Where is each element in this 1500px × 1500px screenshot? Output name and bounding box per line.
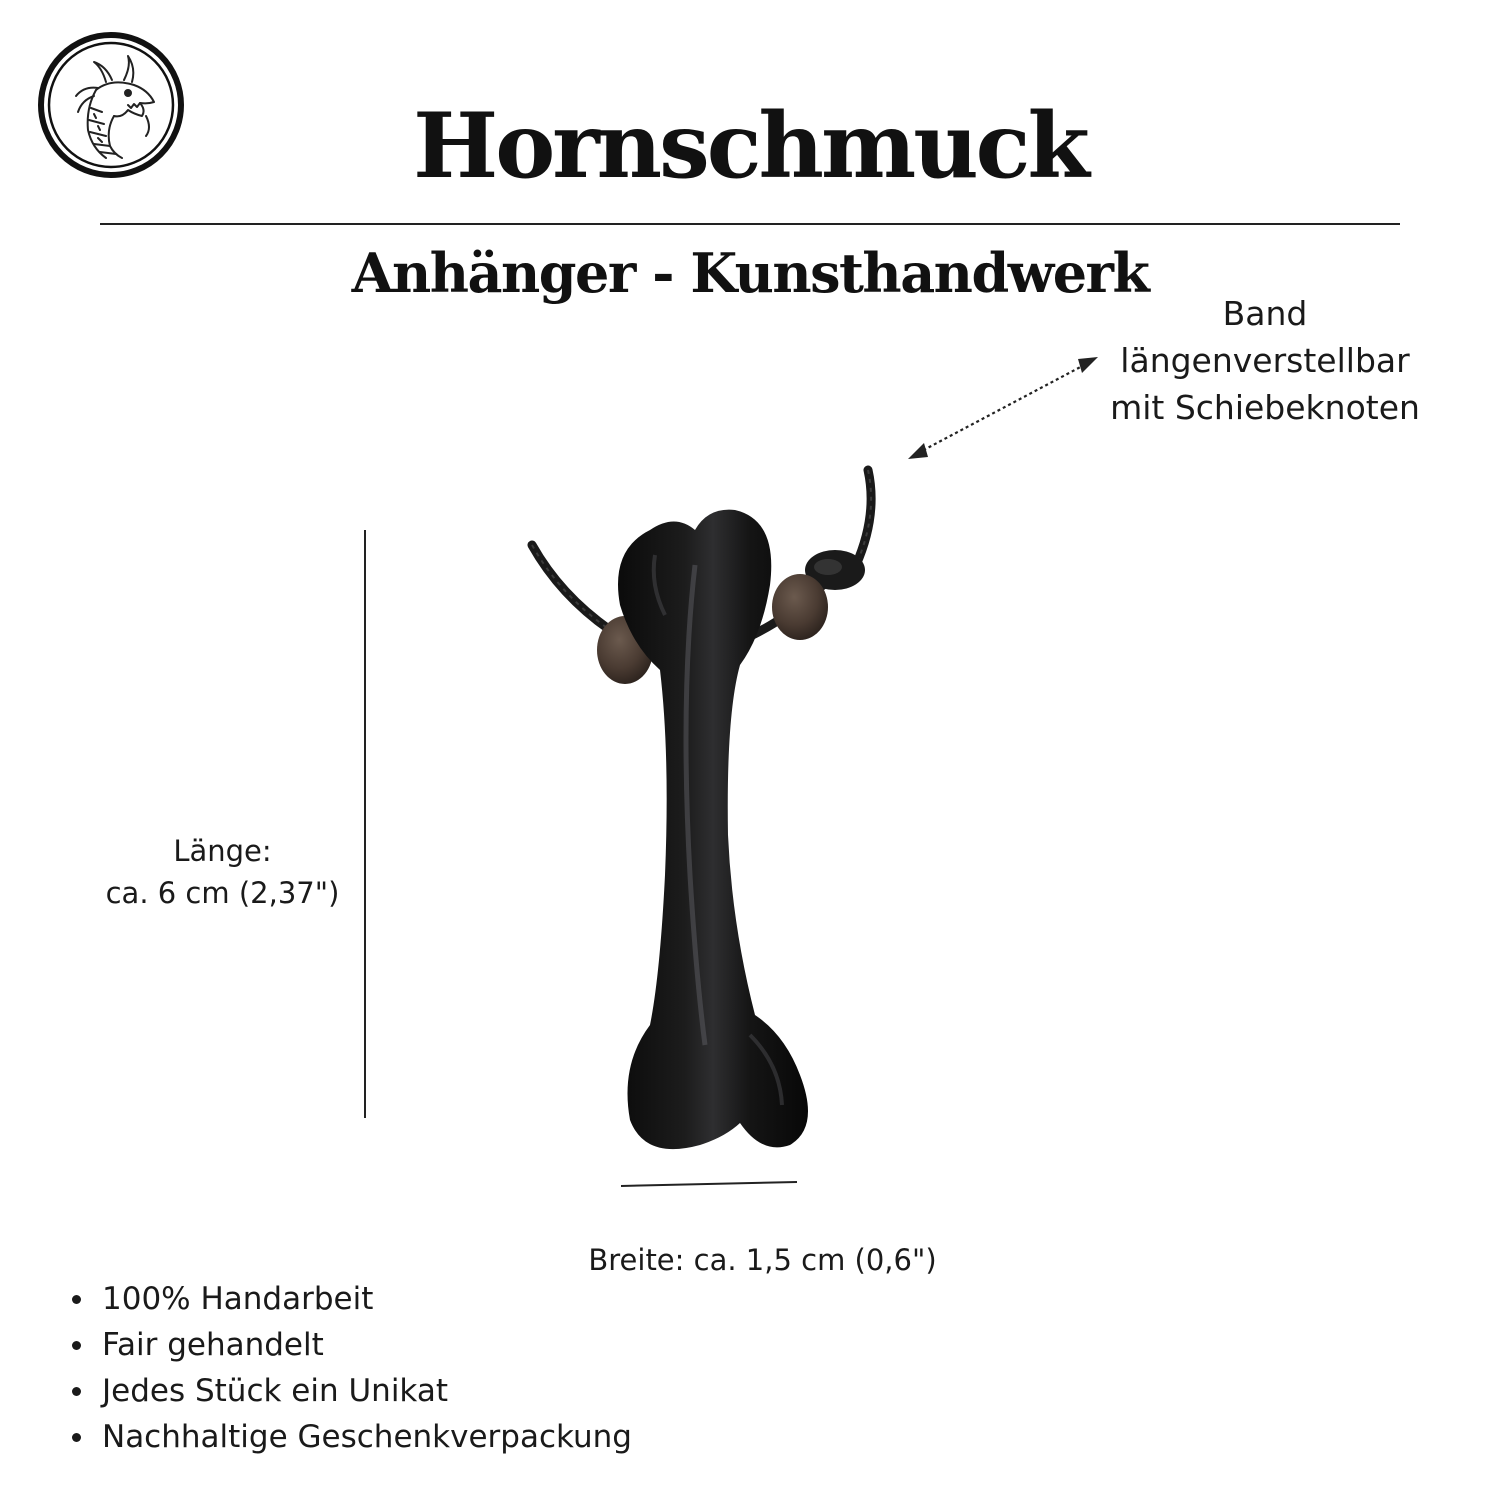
- title-divider: [100, 223, 1400, 225]
- band-arrow-icon: [900, 345, 1105, 470]
- width-measure-line: [615, 1172, 805, 1192]
- width-annotation: Breite: ca. 1,5 cm (0,6"): [588, 1243, 937, 1277]
- page-subtitle: Anhänger - Kunsthandwerk: [351, 241, 1149, 305]
- feature-item: Jedes Stück ein Unikat: [70, 1368, 632, 1414]
- page-title: Hornschmuck: [413, 93, 1087, 199]
- length-label: Länge:: [173, 834, 272, 868]
- band-annotation-line-1: Band: [1222, 294, 1308, 333]
- feature-item: Fair gehandelt: [70, 1322, 632, 1368]
- feature-item: Nachhaltige Geschenkverpackung: [70, 1414, 632, 1460]
- band-annotation-line-3: mit Schiebeknoten: [1110, 388, 1420, 427]
- bone-pendant-image: [500, 455, 920, 1175]
- feature-list: [70, 1276, 632, 1460]
- length-value: ca. 6 cm (2,37"): [105, 876, 340, 910]
- feature-item: 100% Handarbeit: [70, 1276, 632, 1322]
- length-annotation: [90, 830, 355, 914]
- band-annotation: [1090, 290, 1440, 431]
- band-annotation-line-2: längenverstellbar: [1120, 341, 1410, 380]
- length-measure-line: [364, 530, 366, 1118]
